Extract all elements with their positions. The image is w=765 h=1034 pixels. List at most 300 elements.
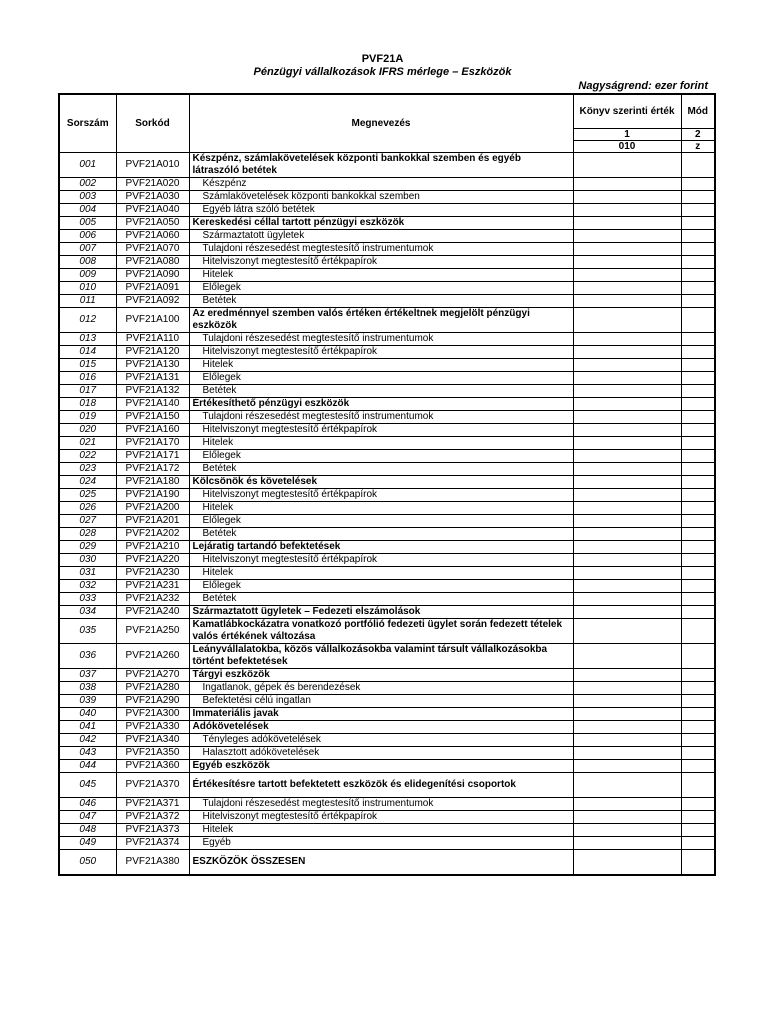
value-cell-mod[interactable] (681, 476, 715, 489)
row-code: PVF21A171 (116, 450, 189, 463)
value-cell-mod[interactable] (681, 567, 715, 580)
value-cell-mod[interactable] (681, 747, 715, 760)
row-number: 033 (59, 593, 116, 606)
value-cell-konyv[interactable] (573, 437, 681, 450)
table-row (59, 515, 715, 528)
value-cell-konyv[interactable] (573, 708, 681, 721)
table-row (59, 489, 715, 502)
row-number: 027 (59, 515, 116, 528)
value-cell-mod[interactable] (681, 502, 715, 515)
row-number: 010 (59, 282, 116, 295)
row-label: Tárgyi eszközök (189, 669, 573, 682)
row-label: Hitelek (189, 567, 573, 580)
row-label: Hitelek (189, 437, 573, 450)
value-cell-konyv[interactable] (573, 411, 681, 424)
row-number: 007 (59, 243, 116, 256)
table-row (59, 760, 715, 773)
row-label: Egyéb eszközök (189, 760, 573, 773)
row-code: PVF21A201 (116, 515, 189, 528)
value-cell-konyv[interactable] (573, 747, 681, 760)
row-number: 043 (59, 747, 116, 760)
row-label: Betétek (189, 295, 573, 308)
row-number: 029 (59, 541, 116, 554)
row-label: Betétek (189, 593, 573, 606)
value-cell-konyv[interactable] (573, 760, 681, 773)
value-cell-konyv[interactable] (573, 695, 681, 708)
row-number: 020 (59, 424, 116, 437)
value-cell-konyv[interactable] (573, 372, 681, 385)
row-code: PVF21A130 (116, 359, 189, 372)
value-cell-mod[interactable] (681, 295, 715, 308)
row-number: 021 (59, 437, 116, 450)
row-number: 008 (59, 256, 116, 269)
value-cell-mod[interactable] (681, 230, 715, 243)
value-cell-konyv[interactable] (573, 178, 681, 191)
value-cell-mod[interactable] (681, 398, 715, 411)
value-cell-mod[interactable] (681, 528, 715, 541)
row-code: PVF21A290 (116, 695, 189, 708)
table-row (59, 424, 715, 437)
row-label: Hitelviszonyt megtestesítő értékpapírok (189, 811, 573, 824)
row-code: PVF21A090 (116, 269, 189, 282)
value-cell-mod[interactable] (681, 359, 715, 372)
value-cell-konyv[interactable] (573, 230, 681, 243)
table-row (59, 811, 715, 824)
row-code: PVF21A060 (116, 230, 189, 243)
row-number: 041 (59, 721, 116, 734)
row-label: Lejáratig tartandó befektetések (189, 541, 573, 554)
row-code: PVF21A260 (116, 644, 189, 669)
value-cell-konyv[interactable] (573, 333, 681, 346)
row-number: 046 (59, 798, 116, 811)
value-cell-mod[interactable] (681, 798, 715, 811)
row-number: 016 (59, 372, 116, 385)
table-row (59, 502, 715, 515)
row-label: Hitelek (189, 359, 573, 372)
value-cell-mod[interactable] (681, 580, 715, 593)
row-number: 002 (59, 178, 116, 191)
row-label: Előlegek (189, 450, 573, 463)
value-cell-konyv[interactable] (573, 619, 681, 644)
col-header-mod: Mód (681, 94, 715, 129)
row-code: PVF21A360 (116, 760, 189, 773)
row-code: PVF21A202 (116, 528, 189, 541)
row-code: PVF21A250 (116, 619, 189, 644)
value-cell-konyv[interactable] (573, 773, 681, 798)
value-cell-konyv[interactable] (573, 269, 681, 282)
value-cell-konyv[interactable] (573, 308, 681, 333)
row-label: Hitelviszonyt megtestesítő értékpapírok (189, 489, 573, 502)
table-row (59, 528, 715, 541)
row-number: 026 (59, 502, 116, 515)
value-cell-konyv[interactable] (573, 721, 681, 734)
row-label: Tulajdoni részesedést megtestesítő instrumentumok (189, 243, 573, 256)
value-cell-konyv[interactable] (573, 385, 681, 398)
value-cell-mod[interactable] (681, 644, 715, 669)
row-number: 024 (59, 476, 116, 489)
value-cell-mod[interactable] (681, 450, 715, 463)
row-label: ESZKÖZÖK ÖSSZESEN (189, 850, 573, 876)
row-label: Az eredménnyel szemben valós értéken értékeltnek megjelölt pénzügyi eszközök (189, 308, 573, 333)
value-cell-mod[interactable] (681, 824, 715, 837)
row-code: PVF21A080 (116, 256, 189, 269)
value-cell-mod[interactable] (681, 437, 715, 450)
value-cell-mod[interactable] (681, 837, 715, 850)
row-number: 011 (59, 295, 116, 308)
row-code: PVF21A070 (116, 243, 189, 256)
row-label: Tulajdoni részesedést megtestesítő instrumentumok (189, 333, 573, 346)
row-number: 012 (59, 308, 116, 333)
row-code: PVF21A100 (116, 308, 189, 333)
row-label: Előlegek (189, 282, 573, 295)
row-number: 032 (59, 580, 116, 593)
row-label: Előlegek (189, 372, 573, 385)
row-number: 044 (59, 760, 116, 773)
value-cell-konyv[interactable] (573, 798, 681, 811)
row-number: 001 (59, 153, 116, 178)
value-cell-konyv[interactable] (573, 424, 681, 437)
row-number: 042 (59, 734, 116, 747)
form-title: Pénzügyi vállalkozások IFRS mérlege – Eszközök (253, 66, 512, 78)
value-cell-konyv[interactable] (573, 682, 681, 695)
table-row (59, 567, 715, 580)
row-code: PVF21A200 (116, 502, 189, 515)
value-cell-mod[interactable] (681, 760, 715, 773)
value-cell-konyv[interactable] (573, 191, 681, 204)
value-cell-konyv[interactable] (573, 256, 681, 269)
row-number: 023 (59, 463, 116, 476)
row-code: PVF21A092 (116, 295, 189, 308)
row-label: Származtatott ügyletek – Fedezeti elszámolások (189, 606, 573, 619)
row-code: PVF21A150 (116, 411, 189, 424)
value-cell-konyv[interactable] (573, 153, 681, 178)
value-cell-mod[interactable] (681, 708, 715, 721)
value-cell-mod[interactable] (681, 489, 715, 502)
value-cell-konyv[interactable] (573, 450, 681, 463)
row-number: 036 (59, 644, 116, 669)
value-cell-konyv[interactable] (573, 541, 681, 554)
table-row (59, 398, 715, 411)
row-code: PVF21A300 (116, 708, 189, 721)
value-cell-mod[interactable] (681, 178, 715, 191)
value-cell-konyv[interactable] (573, 489, 681, 502)
row-label: Egyéb (189, 837, 573, 850)
row-number: 031 (59, 567, 116, 580)
value-cell-konyv[interactable] (573, 734, 681, 747)
table-row (59, 541, 715, 554)
table-row (59, 191, 715, 204)
table-row (59, 824, 715, 837)
value-cell-mod[interactable] (681, 463, 715, 476)
row-number: 004 (59, 204, 116, 217)
value-cell-konyv[interactable] (573, 204, 681, 217)
value-cell-konyv[interactable] (573, 669, 681, 682)
row-number: 030 (59, 554, 116, 567)
table-row (59, 359, 715, 372)
row-label: Hitelviszonyt megtestesítő értékpapírok (189, 346, 573, 359)
row-code: PVF21A030 (116, 191, 189, 204)
row-label: Hitelviszonyt megtestesítő értékpapírok (189, 424, 573, 437)
table-row (59, 747, 715, 760)
row-code: PVF21A131 (116, 372, 189, 385)
row-number: 018 (59, 398, 116, 411)
row-code: PVF21A370 (116, 773, 189, 798)
table-row (59, 463, 715, 476)
row-code: PVF21A350 (116, 747, 189, 760)
value-cell-konyv[interactable] (573, 282, 681, 295)
row-code: PVF21A170 (116, 437, 189, 450)
value-cell-mod[interactable] (681, 269, 715, 282)
row-label: Hitelek (189, 269, 573, 282)
value-cell-konyv[interactable] (573, 398, 681, 411)
row-number: 049 (59, 837, 116, 850)
row-label: Kölcsönök és követelések (189, 476, 573, 489)
col-header-sorszam: Sorszám (59, 94, 116, 153)
value-cell-konyv[interactable] (573, 217, 681, 230)
table-row (59, 619, 715, 644)
value-cell-mod[interactable] (681, 606, 715, 619)
row-code: PVF21A374 (116, 837, 189, 850)
row-label: Kamatlábkockázatra vonatkozó portfólió fedezeti ügylet során fedezett tételek valós értékének változása (189, 619, 573, 644)
row-number: 045 (59, 773, 116, 798)
value-cell-mod[interactable] (681, 333, 715, 346)
table-row (59, 217, 715, 230)
row-label: Tulajdoni részesedést megtestesítő instrumentumok (189, 798, 573, 811)
row-number: 005 (59, 217, 116, 230)
value-cell-mod[interactable] (681, 191, 715, 204)
value-cell-mod[interactable] (681, 217, 715, 230)
value-cell-mod[interactable] (681, 385, 715, 398)
row-label: Származtatott ügyletek (189, 230, 573, 243)
value-cell-konyv[interactable] (573, 502, 681, 515)
value-cell-mod[interactable] (681, 593, 715, 606)
table-row (59, 798, 715, 811)
row-code: PVF21A020 (116, 178, 189, 191)
value-cell-konyv[interactable] (573, 528, 681, 541)
value-cell-mod[interactable] (681, 682, 715, 695)
row-code: PVF21A091 (116, 282, 189, 295)
value-cell-mod[interactable] (681, 515, 715, 528)
row-number: 028 (59, 528, 116, 541)
row-number: 038 (59, 682, 116, 695)
table-row (59, 230, 715, 243)
col-header-sorkod: Sorkód (116, 94, 189, 153)
row-number: 040 (59, 708, 116, 721)
row-code: PVF21A110 (116, 333, 189, 346)
row-code: PVF21A010 (116, 153, 189, 178)
row-number: 050 (59, 850, 116, 876)
table-row (59, 308, 715, 333)
row-number: 019 (59, 411, 116, 424)
table-row (59, 593, 715, 606)
value-cell-mod[interactable] (681, 256, 715, 269)
value-cell-konyv[interactable] (573, 644, 681, 669)
table-row (59, 333, 715, 346)
row-code: PVF21A190 (116, 489, 189, 502)
row-label: Betétek (189, 528, 573, 541)
value-cell-mod[interactable] (681, 204, 715, 217)
row-label: Immateriális javak (189, 708, 573, 721)
col-code-konyv: 010 (573, 141, 681, 153)
row-code: PVF21A371 (116, 798, 189, 811)
value-cell-konyv[interactable] (573, 837, 681, 850)
value-cell-konyv[interactable] (573, 346, 681, 359)
value-cell-konyv[interactable] (573, 567, 681, 580)
value-cell-mod[interactable] (681, 411, 715, 424)
row-code: PVF21A050 (116, 217, 189, 230)
value-cell-mod[interactable] (681, 308, 715, 333)
value-cell-konyv[interactable] (573, 463, 681, 476)
row-number: 047 (59, 811, 116, 824)
row-code: PVF21A240 (116, 606, 189, 619)
row-label: Tényleges adókövetelések (189, 734, 573, 747)
row-code: PVF21A380 (116, 850, 189, 876)
value-cell-mod[interactable] (681, 619, 715, 644)
table-row (59, 153, 715, 178)
value-cell-mod[interactable] (681, 850, 715, 876)
table-row (59, 204, 715, 217)
table-row (59, 580, 715, 593)
col-code-mod: z (681, 141, 715, 153)
row-label: Értékesíthető pénzügyi eszközök (189, 398, 573, 411)
table-row (59, 346, 715, 359)
row-label: Hitelviszonyt megtestesítő értékpapírok (189, 256, 573, 269)
table-row (59, 837, 715, 850)
row-number: 015 (59, 359, 116, 372)
table-row (59, 269, 715, 282)
row-label: Előlegek (189, 515, 573, 528)
value-cell-mod[interactable] (681, 541, 715, 554)
row-code: PVF21A220 (116, 554, 189, 567)
row-code: PVF21A120 (116, 346, 189, 359)
row-code: PVF21A040 (116, 204, 189, 217)
value-cell-mod[interactable] (681, 153, 715, 178)
form-code: PVF21A (361, 53, 404, 65)
table-row (59, 695, 715, 708)
table-row (59, 721, 715, 734)
table-row (59, 385, 715, 398)
row-label: Befektetési célú ingatlan (189, 695, 573, 708)
value-cell-konyv[interactable] (573, 476, 681, 489)
row-number: 025 (59, 489, 116, 502)
row-label: Egyéb látra szóló betétek (189, 204, 573, 217)
row-code: PVF21A373 (116, 824, 189, 837)
row-code: PVF21A230 (116, 567, 189, 580)
value-cell-mod[interactable] (681, 372, 715, 385)
table-row (59, 554, 715, 567)
row-number: 006 (59, 230, 116, 243)
row-number: 017 (59, 385, 116, 398)
row-code: PVF21A180 (116, 476, 189, 489)
value-cell-konyv[interactable] (573, 515, 681, 528)
row-label: Számlakövetelések központi bankokkal szemben (189, 191, 573, 204)
col-header-konyv: Könyv szerinti érték (573, 94, 681, 129)
table-row (59, 178, 715, 191)
row-number: 037 (59, 669, 116, 682)
value-cell-konyv[interactable] (573, 593, 681, 606)
row-number: 039 (59, 695, 116, 708)
value-cell-mod[interactable] (681, 346, 715, 359)
row-number: 034 (59, 606, 116, 619)
row-label: Hitelviszonyt megtestesítő értékpapírok (189, 554, 573, 567)
row-code: PVF21A270 (116, 669, 189, 682)
table-row (59, 411, 715, 424)
value-cell-mod[interactable] (681, 811, 715, 824)
row-code: PVF21A140 (116, 398, 189, 411)
value-cell-konyv[interactable] (573, 811, 681, 824)
value-cell-mod[interactable] (681, 424, 715, 437)
row-code: PVF21A172 (116, 463, 189, 476)
value-cell-mod[interactable] (681, 734, 715, 747)
value-cell-konyv[interactable] (573, 554, 681, 567)
row-label: Hitelek (189, 502, 573, 515)
value-cell-konyv[interactable] (573, 606, 681, 619)
row-number: 048 (59, 824, 116, 837)
value-cell-konyv[interactable] (573, 824, 681, 837)
value-cell-mod[interactable] (681, 695, 715, 708)
col-header-megnevezes: Megnevezés (189, 94, 573, 153)
row-label: Hitelek (189, 824, 573, 837)
row-code: PVF21A231 (116, 580, 189, 593)
table-body (59, 153, 715, 876)
value-cell-konyv[interactable] (573, 359, 681, 372)
col-number-konyv: 1 (573, 129, 681, 141)
value-cell-mod[interactable] (681, 669, 715, 682)
row-number: 022 (59, 450, 116, 463)
table-row (59, 256, 715, 269)
value-cell-mod[interactable] (681, 554, 715, 567)
table-row (59, 437, 715, 450)
row-label: Adókövetelések (189, 721, 573, 734)
value-cell-mod[interactable] (681, 721, 715, 734)
row-code: PVF21A160 (116, 424, 189, 437)
row-code: PVF21A340 (116, 734, 189, 747)
row-code: PVF21A232 (116, 593, 189, 606)
table-row (59, 606, 715, 619)
row-number: 003 (59, 191, 116, 204)
table-row (59, 669, 715, 682)
row-label: Betétek (189, 385, 573, 398)
row-label: Előlegek (189, 580, 573, 593)
row-label: Betétek (189, 463, 573, 476)
row-code: PVF21A132 (116, 385, 189, 398)
value-cell-mod[interactable] (681, 243, 715, 256)
balance-table (58, 93, 716, 876)
row-code: PVF21A330 (116, 721, 189, 734)
table-row (59, 708, 715, 721)
value-cell-konyv[interactable] (573, 295, 681, 308)
row-code: PVF21A210 (116, 541, 189, 554)
value-cell-konyv[interactable] (573, 243, 681, 256)
row-number: 035 (59, 619, 116, 644)
table-row (59, 682, 715, 695)
row-number: 009 (59, 269, 116, 282)
table-row (59, 243, 715, 256)
table-row (59, 850, 715, 876)
table-row (59, 734, 715, 747)
value-cell-mod[interactable] (681, 282, 715, 295)
value-cell-konyv[interactable] (573, 580, 681, 593)
row-label: Készpénz (189, 178, 573, 191)
table-row (59, 476, 715, 489)
row-code: PVF21A372 (116, 811, 189, 824)
row-label: Halasztott adókövetelések (189, 747, 573, 760)
value-cell-konyv[interactable] (573, 850, 681, 876)
table-row (59, 372, 715, 385)
row-code: PVF21A280 (116, 682, 189, 695)
row-label: Leányvállalatokba, közös vállalkozásokba valamint társult vállalkozásokba történt befektetések (189, 644, 573, 669)
value-cell-mod[interactable] (681, 773, 715, 798)
